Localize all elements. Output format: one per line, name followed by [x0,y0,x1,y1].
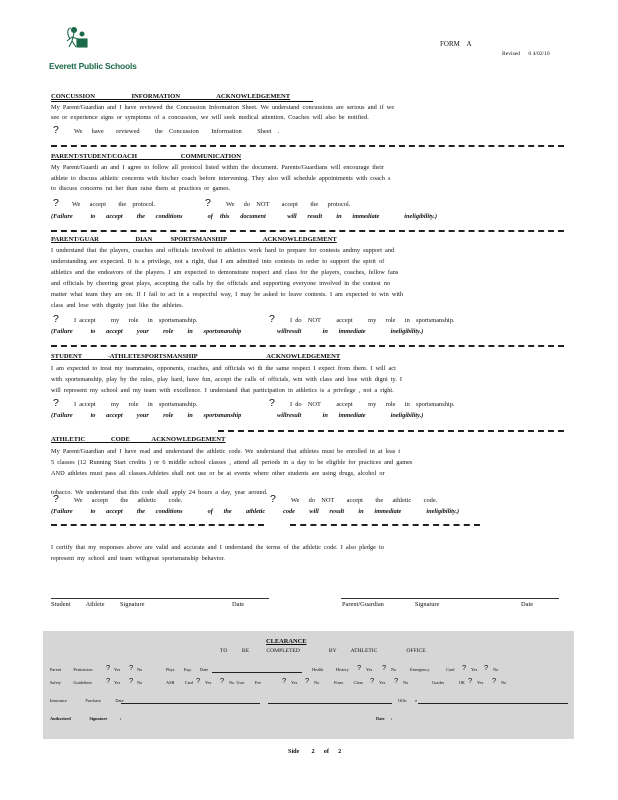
no-label: No [137,680,143,685]
yes-label: Yes [379,680,386,685]
student-sportsmanship-title: STUDENT -ATHLETESPORTSMANSHIP ACKNOWLEDGEMENT [51,353,341,360]
clearance-subtitle: TO BE COMPLETED BY ATHLETIC OFFICE [220,648,426,654]
certify-line-1: I certify that my responses above are valid and accurate and I understand the terms of the athletic code. I also pledge to [51,544,384,551]
communication-accept-label: We accept the protocol. [72,201,156,208]
sportsmanship-warning: (Failure to accept your role in sportsmanship willresult in immediate ineligibility.) [51,328,424,335]
safety-guidelines-label: Safety Guidelines [50,680,93,685]
parent-permission-label: Parent Permission [50,667,93,672]
athletic-code-title: ATHLETIC CODE ACKNOWLEDGEMENT [51,436,226,443]
communication-line-2: athlete to discuss athletic concerns with his/her coach before intervening. They also will schedule appointments with coach s [51,175,391,182]
title-underline [51,101,313,102]
student-sportsmanship-line-4: tobacco. We understand that this code shall apply 24 hours a day, year around. [51,489,268,496]
section-divider [290,524,480,526]
revised-date: Revised 0 4/02/10 [502,51,550,57]
authorized-signature-label: Authorized Signature : [50,716,122,721]
safety-guidelines-no-checkbox[interactable]: ? [129,676,134,685]
grades-ok-yes-checkbox[interactable]: ? [468,676,473,685]
no-label: No [137,667,143,672]
form-label: FORM A [440,40,472,48]
section-divider [51,345,564,347]
athletic-code-line-3: AND athletes must pass all classes.Athletes shall not use or be at events where other students are using drugs, alcohol or [51,470,385,477]
safety-guidelines-yes-checkbox[interactable]: ? [106,676,111,685]
no-user-fee-yes-checkbox[interactable]: ? [282,676,287,685]
section-divider [51,145,564,147]
yes-label: Yes [477,680,484,685]
insurance-purchase-label: Insurance Purchase Date [50,698,124,703]
yes-label: Yes [291,680,298,685]
no-user-fee-no-checkbox[interactable]: ? [305,676,310,685]
emergency-card-yes-checkbox[interactable]: ? [462,663,467,672]
athletic-decline-checkbox[interactable]: ? [270,493,276,505]
health-history-yes-checkbox[interactable]: ? [357,663,362,672]
communication-line-3: to discuss concerns rat her than raise them at practices or games. [51,185,231,192]
no-user-fee-label: No User Fee [229,680,262,685]
insurance-date-field-2[interactable] [268,703,392,704]
sportsmanship-line-6: class and lose with dignity just like the athletes. [51,302,184,309]
yes-label: Yes [114,680,121,685]
athletic-code-line-2: 5 classes (12 Running Start credits ) or 6 middle school classes , attend all periods in a day to be eligible for practices and games [51,459,413,466]
parent-permission-no-checkbox[interactable]: ? [129,663,134,672]
fines-clear-label: Fines Clear [334,680,363,685]
communication-line-1: My Parent/Guardi an and I agree to follow all protocol listed within the document. Parents/Guardians will encourage their [51,164,384,171]
student-signature-line[interactable] [51,598,269,599]
communication-warning: (Failure to accept the conditions of this document will result in immediate ineligibility.) [51,213,438,220]
sportsmanship-accept-checkbox[interactable]: ? [53,313,59,325]
yes-label: Yes [366,667,373,672]
student-accept-checkbox[interactable]: ? [53,397,59,409]
emergency-card-label: Emergency Card [410,667,455,672]
date-label: Date [521,601,534,608]
student-sportsmanship-line-1: I am expected to treat my teammates, opponents, coaches, and officials wi th the same respect I expect from them. I will act [51,365,396,372]
sportsmanship-line-2: understanding are expected. It is a privilege, not a right, that I am admitted into contests in order to support the spirit of [51,258,385,265]
parent-permission-yes-checkbox[interactable]: ? [106,663,111,672]
no-label: No [391,667,397,672]
clearance-title: CLEARANCE [266,638,307,645]
sportsmanship-line-5: matter what team they are on. If I fail to act in a respectful way, I may be asked to leave contests. I am expected to win with [51,291,404,298]
athletic-warning: (Failure to accept the conditions of the athletic code will result in immediate ineligibility.) [51,508,460,515]
no-label: No [501,680,507,685]
section-divider [51,524,264,526]
asb-card-label: ASB Card [166,680,194,685]
yes-label: Yes [205,680,212,685]
sportsmanship-line-4: and officials by cheering great plays, accepting the calls by the officials and supporting everyone involved in the contest no [51,280,391,287]
no-label: No [314,680,320,685]
emergency-card-no-checkbox[interactable]: ? [484,663,489,672]
sportsmanship-decline-label: I do NOT accept my role in sportsmanship. [290,317,455,324]
fines-clear-no-checkbox[interactable]: ? [394,676,399,685]
asb-card-yes-checkbox[interactable]: ? [196,676,201,685]
communication-title: PARENT/STUDENT/COACH COMMUNICATION [51,153,242,160]
concussion-line-2: see or experience signs or symptoms of a concussion, we will seek medical attention. Coaches will also be notified. [51,114,369,121]
student-sportsmanship-line-2: with sportsmanship, play by the rules, play hard, have fun, accept the calls of officials, win with class and lose with digni ty. I [51,376,403,383]
student-decline-checkbox[interactable]: ? [269,397,275,409]
communication-decline-label: We do NOT accept the protocol. [226,201,351,208]
parent-signature-line[interactable] [341,598,559,599]
page-number: Side 2 of 2 [288,748,342,755]
sportsmanship-line-3: athletics and the endeavors of the players. I am expected to demonstrate respect and class for the players, coaches, fellow fans [51,269,399,276]
sportsmanship-decline-checkbox[interactable]: ? [269,313,275,325]
athletic-accept-label: We accept the athletic code. [74,497,183,504]
concussion-option: We have reviewed the Concussion Information Sheet . [74,128,280,135]
student-sportsmanship-line-3: will represent my school and my team with excellence. I understand that participation in athletics is a privilege , not a right. [51,387,394,394]
fines-clear-yes-checkbox[interactable]: ? [370,676,375,685]
district-logo-icon [58,26,106,62]
asb-card-no-checkbox[interactable]: ? [220,676,225,685]
concussion-title: CONCUSSION INFORMATION ACKNOWLEDGEMENT [51,93,291,100]
communication-accept-checkbox[interactable]: ? [53,197,59,209]
certify-line-2: represent my school and team withgreat sportsmanship behavior. [51,555,225,562]
health-history-label: Health History [312,667,349,672]
athletic-accept-checkbox[interactable]: ? [53,493,59,505]
student-warning: (Failure to accept your role in sportsmanship willresult in immediate ineligibility.) [51,412,424,419]
health-history-no-checkbox[interactable]: ? [382,663,387,672]
student-signature-label: Student Athlete Signature [51,601,145,608]
athletic-decline-label: We do NOT accept the athletic code. [291,497,438,504]
sportsmanship-title: PARENT/GUAR DIAN SPORTSMANSHIP ACKNOWLEDGEMENT [51,236,337,243]
sportsmanship-accept-label: I accept my role in sportsmanship. [74,317,198,324]
office-field[interactable] [418,703,568,704]
clearance-date-label: Date : [376,716,393,721]
sportsmanship-line-1: I understand that the players, coaches and officials involved in athletics work hard to prepare for contests andmy support and [51,247,395,254]
concussion-line-1: My Parent/Guardian and I have reviewed the Concussion Information Sheet. We understand concussions are serious and if we [51,104,395,111]
phys-exp-date-label: Phys. Exp. Date [166,667,209,672]
phys-exp-date-field[interactable] [212,672,302,673]
athletic-code-line-1: My Parent/Guardian and I have read and understand the athletic code. We understand that athletes must be enrolled in at leas t [51,448,401,455]
yes-label: Yes [114,667,121,672]
grades-ok-label: Grades OK [432,680,465,685]
no-label: No [403,680,409,685]
no-label: No [493,667,499,672]
office-label: Offic e [398,698,418,703]
section-divider [218,430,564,432]
yes-label: Yes [471,667,478,672]
district-name: Everett Public Schools [49,61,137,71]
parent-signature-label: Parent/Guardian Signature [342,601,440,608]
insurance-date-field[interactable] [121,703,260,704]
date-label: Date [232,601,245,608]
concussion-checkbox[interactable]: ? [53,124,59,136]
grades-ok-no-checkbox[interactable]: ? [492,676,497,685]
student-decline-label: I do NOT accept my role in sportsmanship. [290,401,455,408]
student-accept-label: I accept my role in sportsmanship. [74,401,198,408]
section-divider [51,230,564,232]
communication-decline-checkbox[interactable]: ? [205,197,211,209]
